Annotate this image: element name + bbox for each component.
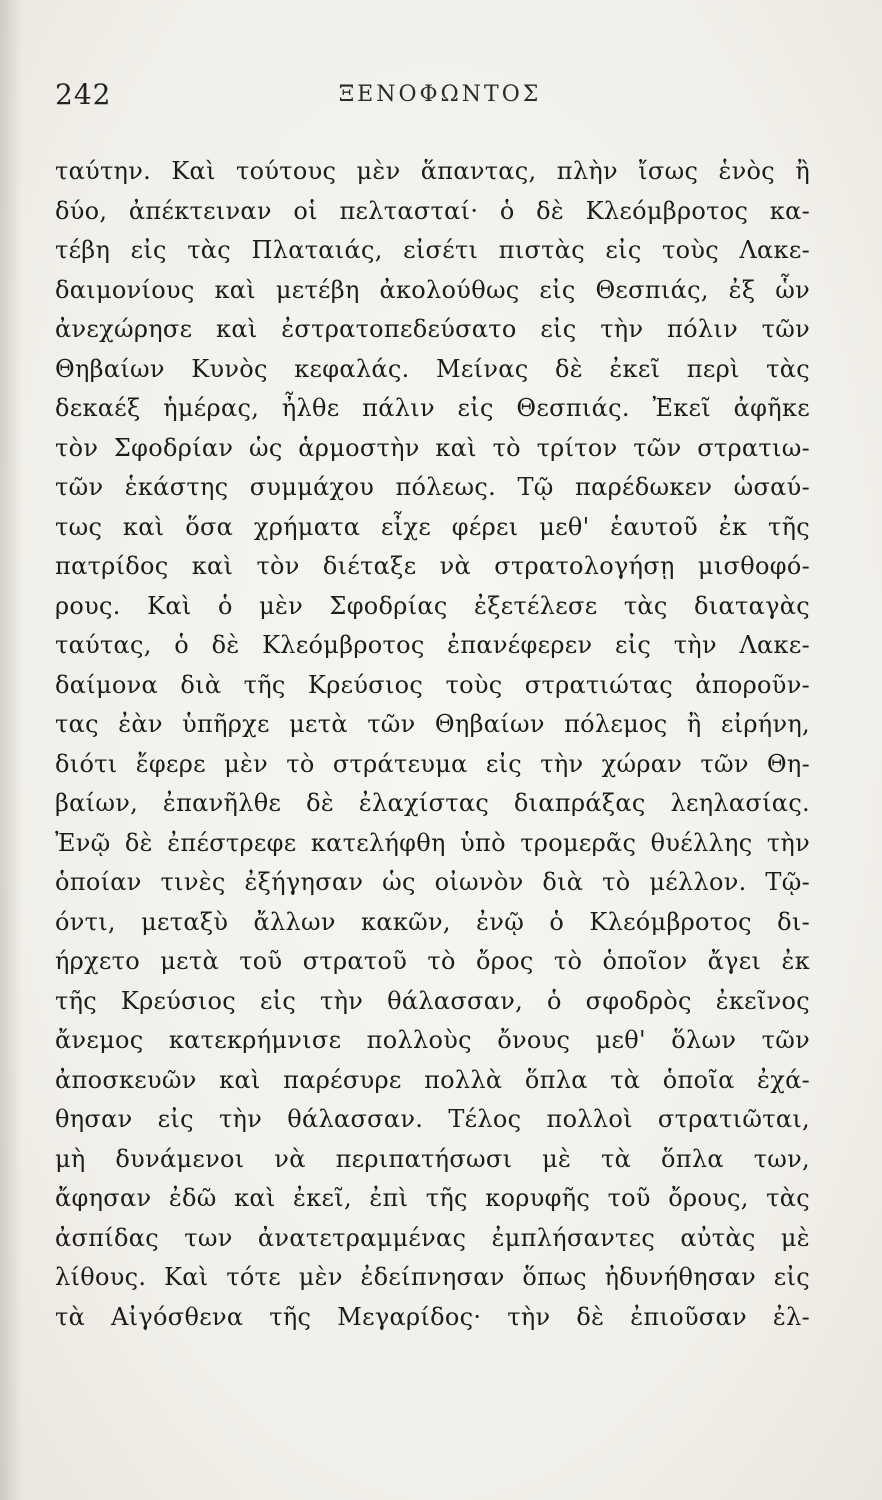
text-line: βαίων, ἐπανῆλθε δὲ ἐλαχίστας διαπράξας λεηλασίας. <box>55 789 810 817</box>
running-head: ΞΕΝΟΦΩΝΤΟΣ <box>338 82 542 107</box>
text-line: τῶν ἑκάστης συμμάχου πόλεως. Τῷ παρέδωκεν ὡσαύ- <box>55 473 810 501</box>
text-line: όντι, μεταξὺ ἄλλων κακῶν, ἐνῷ ὁ Κλεόμβροτος δι- <box>55 907 810 936</box>
text-line: τῆς Κρεύσιος εἰς τὴν θάλασσαν, ὁ σφοδρὸς ἐκεῖνος <box>55 986 810 1015</box>
text-line: μὴ δυνάμενοι νὰ περιπατήσωσι μὲ τὰ ὅπλα των, <box>55 1144 810 1173</box>
page-number: 242 <box>55 78 112 111</box>
text-line: τέβη εἰς τὰς Πλαταιάς, εἰσέτι πιστὰς εἰς τοὺς Λακε- <box>55 236 810 264</box>
text-line: ἀποσκευῶν καὶ παρέσυρε πολλὰ ὅπλα τὰ ὁποῖα ἐχά- <box>55 1065 810 1094</box>
text-line: τὸν Σφοδρίαν ὡς ἁρμοστὴν καὶ τὸ τρίτον τῶν στρατιω- <box>55 433 810 462</box>
text-line: δεκαέξ ἡμέρας, ἦλθε πάλιν εἰς Θεσπιάς. Ἐκεῖ ἀφῆκε <box>55 394 810 422</box>
text-line: ὁποίαν τινὲς ἐξήγησαν ὡς οἰωνὸν διὰ τὸ μέλλον. Τῷ- <box>55 868 810 896</box>
text-line: ταύτην. Καὶ τούτους μὲν ἅπαντας, πλὴν ἴσως ἑνὸς ἢ <box>55 157 810 185</box>
text-line: θησαν εἰς τὴν θάλασσαν. Τέλος πολλοὶ στρατιῶται, <box>55 1105 810 1133</box>
gutter-shadow <box>0 0 22 1500</box>
body-text <box>55 152 810 1337</box>
text-line: τως καὶ ὅσα χρήματα εἶχε φέρει μεθ' ἑαυτοῦ ἐκ τῆς <box>55 512 810 541</box>
text-line: δαιμονίους καὶ μετέβη ἀκολούθως εἰς Θεσπιάς, ἐξ ὧν <box>55 275 810 304</box>
text-line: ἄφησαν ἐδῶ καὶ ἐκεῖ, ἐπὶ τῆς κορυφῆς τοῦ ὄρους, τὰς <box>55 1184 810 1212</box>
text-line: λίθους. Καὶ τότε μὲν ἐδείπνησαν ὅπως ἠδυνήθησαν εἰς <box>55 1263 810 1291</box>
text-line: πατρίδος καὶ τὸν διέταξε νὰ στρατολογήσῃ μισθοφό- <box>55 552 810 580</box>
page-header <box>55 78 825 122</box>
text-line: ἀνεχώρησε καὶ ἐστρατοπεδεύσατο εἰς τὴν πόλιν τῶν <box>55 315 810 343</box>
text-line: Ἐνῷ δὲ ἐπέστρεφε κατελήφθη ὑπὸ τρομερᾶς θυέλλης τὴν <box>55 828 810 857</box>
text-line: ἄνεμος κατεκρήμνισε πολλοὺς ὄνους μεθ' ὅλων τῶν <box>55 1026 810 1054</box>
text-line: διότι ἔφερε μὲν τὸ στράτευμα εἰς τὴν χώραν τῶν Θη- <box>55 749 810 778</box>
text-line: δαίμονα διὰ τῆς Κρεύσιος τοὺς στρατιώτας ἀποροῦν- <box>55 670 810 699</box>
text-line: ἀσπίδας των ἀνατετραμμένας ἐμπλήσαντες αὐτὰς μὲ <box>55 1223 810 1252</box>
text-line: Θηβαίων Κυνὸς κεφαλάς. Μείνας δὲ ἐκεῖ περὶ τὰς <box>55 354 810 383</box>
text-line: ταύτας, ὁ δὲ Κλεόμβροτος ἐπανέφερεν εἰς τὴν Λακε- <box>55 631 810 659</box>
text-line: ήρχετο μετὰ τοῦ στρατοῦ τὸ ὄρος τὸ ὁποῖον ἄγει ἐκ <box>55 947 810 975</box>
text-line: δύο, ἀπέκτειναν οἱ πελτασταί· ὁ δὲ Κλεόμβροτος κα- <box>55 196 810 225</box>
text-line: τὰ Αἰγόσθενα τῆς Μεγαρίδος· τὴν δὲ ἐπιοῦσαν ἐλ- <box>55 1302 810 1331</box>
text-line: ρους. Καὶ ὁ μὲν Σφοδρίας ἐξετέλεσε τὰς διαταγὰς <box>55 591 810 620</box>
text-line: τας ἐὰν ὑπῆρχε μετὰ τῶν Θηβαίων πόλεμος ἢ εἰρήνη, <box>55 710 810 738</box>
